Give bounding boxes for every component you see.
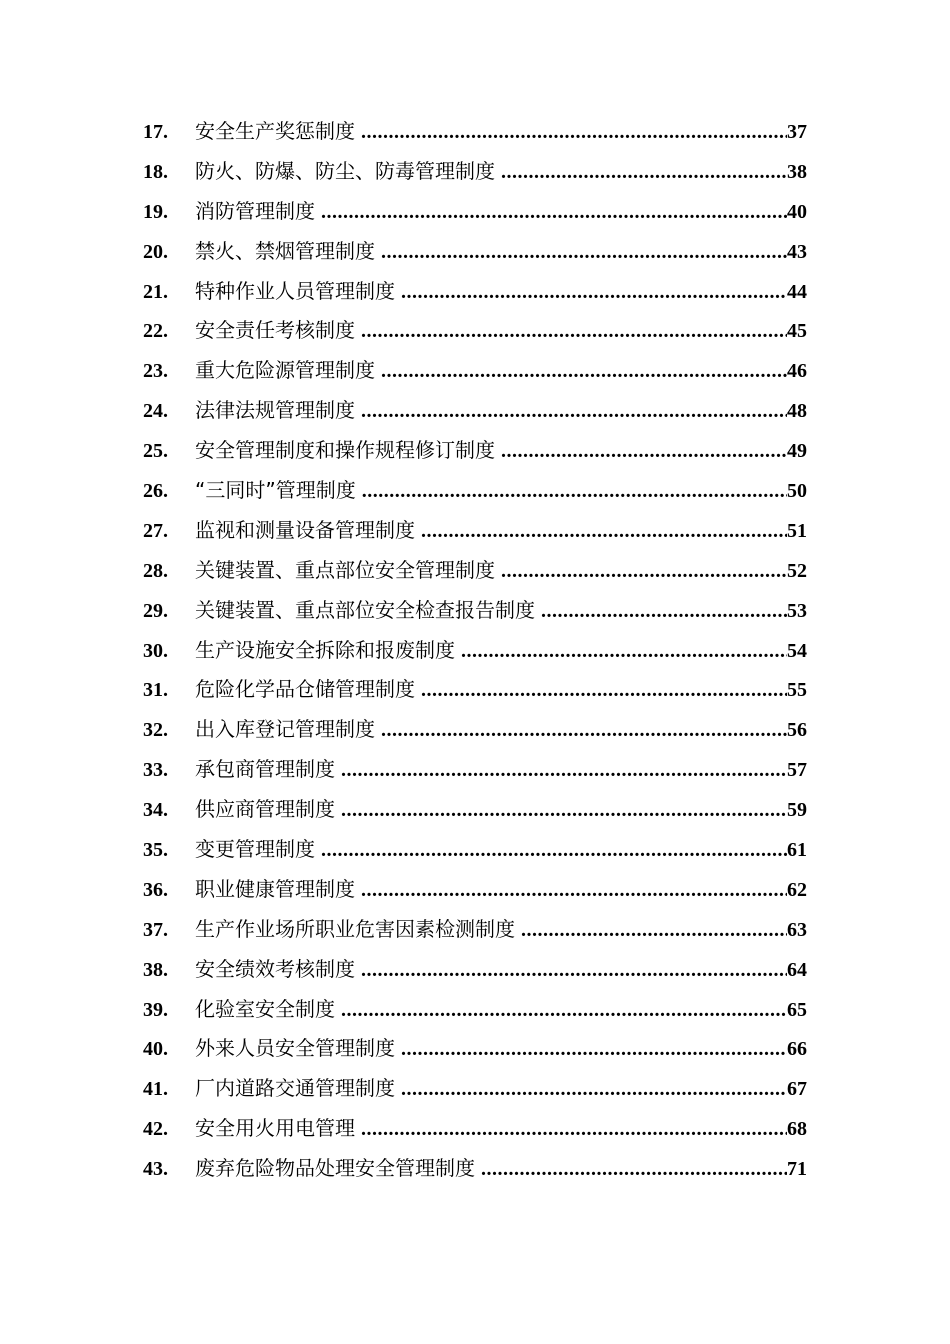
toc-entry[interactable] (143, 753, 807, 793)
toc-entry-number: 20. (143, 240, 168, 263)
toc-entry-title: 供应商管理制度 (195, 797, 335, 822)
toc-entry-page-number: 56 (787, 719, 807, 742)
dot-leader (461, 640, 787, 663)
toc-entry-page-number: 53 (787, 599, 807, 622)
toc-entry-number: 30. (143, 639, 168, 662)
toc-entry-title: 危险化学品仓储管理制度 (195, 677, 415, 702)
toc-entry[interactable] (143, 1032, 807, 1072)
toc-entry-number: 32. (143, 719, 168, 742)
toc-entry-number: 39. (143, 998, 168, 1021)
dot-leader (361, 1118, 787, 1141)
table-of-contents (143, 115, 807, 1192)
toc-entry[interactable] (143, 594, 807, 634)
toc-entry-page-number: 67 (787, 1078, 807, 1101)
toc-entry-title: 关键装置、重点部位安全管理制度 (195, 557, 495, 582)
dot-leader (421, 520, 787, 543)
dot-leader (321, 839, 787, 862)
toc-entry-title: 关键装置、重点部位安全检查报告制度 (195, 597, 535, 622)
toc-entry-number: 42. (143, 1118, 168, 1141)
toc-entry[interactable] (143, 155, 807, 195)
toc-entry[interactable] (143, 474, 807, 514)
toc-entry-title: “三同时”管理制度 (195, 478, 356, 503)
dot-leader (381, 719, 787, 742)
dot-leader (341, 759, 787, 782)
toc-entry[interactable] (143, 115, 807, 155)
toc-entry-page-number: 64 (787, 958, 807, 981)
dot-leader (361, 959, 787, 982)
toc-entry[interactable] (143, 913, 807, 953)
dot-leader (401, 1038, 787, 1061)
toc-entry[interactable] (143, 275, 807, 315)
toc-entry-title: 安全绩效考核制度 (195, 956, 355, 981)
toc-entry-number: 31. (143, 679, 168, 702)
toc-entry-number: 26. (143, 480, 168, 503)
toc-entry[interactable] (143, 434, 807, 474)
toc-entry-title: 监视和测量设备管理制度 (195, 517, 415, 542)
toc-entry-page-number: 40 (787, 200, 807, 223)
toc-entry-number: 22. (143, 320, 168, 343)
dot-leader (381, 241, 787, 264)
toc-entry[interactable] (143, 873, 807, 913)
toc-entry-number: 24. (143, 400, 168, 423)
toc-entry-title: 职业健康管理制度 (195, 876, 355, 901)
toc-entry-number: 23. (143, 360, 168, 383)
toc-entry-title: 安全生产奖惩制度 (195, 119, 355, 143)
toc-entry-page-number: 54 (787, 639, 807, 662)
toc-entry-title: 特种作业人员管理制度 (195, 278, 395, 303)
toc-entry-title: 重大危险源管理制度 (195, 358, 375, 383)
toc-entry-number: 38. (143, 958, 168, 981)
dot-leader (541, 600, 787, 623)
toc-entry-page-number: 61 (787, 839, 807, 862)
toc-entry-title: 禁火、禁烟管理制度 (195, 238, 375, 263)
toc-entry[interactable] (143, 953, 807, 993)
toc-entry-number: 29. (143, 599, 168, 622)
toc-entry-number: 40. (143, 1038, 168, 1061)
dot-leader (401, 281, 787, 304)
toc-entry-title: 生产作业场所职业危害因素检测制度 (195, 916, 515, 941)
toc-entry[interactable] (143, 394, 807, 434)
toc-entry-title: 外来人员安全管理制度 (195, 1036, 395, 1061)
toc-entry-number: 34. (143, 799, 168, 822)
toc-entry-title: 生产设施安全拆除和报废制度 (195, 637, 455, 662)
toc-entry[interactable] (143, 793, 807, 833)
toc-entry-page-number: 57 (787, 759, 807, 782)
toc-entry-page-number: 45 (787, 320, 807, 343)
toc-entry-page-number: 59 (787, 799, 807, 822)
toc-entry-number: 17. (143, 121, 168, 143)
toc-entry-page-number: 37 (787, 121, 807, 143)
toc-entry-title: 法律法规管理制度 (195, 398, 355, 423)
dot-leader (361, 320, 787, 343)
toc-entry-number: 27. (143, 519, 168, 542)
toc-entry[interactable] (143, 195, 807, 235)
toc-entry-number: 25. (143, 440, 168, 463)
dot-leader (341, 999, 787, 1022)
toc-entry-page-number: 49 (787, 440, 807, 463)
toc-entry[interactable] (143, 554, 807, 594)
toc-entry-page-number: 65 (787, 998, 807, 1021)
toc-entry-page-number: 43 (787, 240, 807, 263)
toc-entry[interactable] (143, 1072, 807, 1112)
toc-entry-number: 35. (143, 839, 168, 862)
toc-entry[interactable] (143, 833, 807, 873)
toc-entry-title: 出入库登记管理制度 (195, 717, 375, 742)
toc-entry[interactable] (143, 514, 807, 554)
dot-leader (361, 879, 787, 902)
toc-entry[interactable] (143, 1152, 807, 1192)
dot-leader (501, 560, 787, 583)
toc-entry-title: 消防管理制度 (195, 198, 315, 223)
toc-entry-title: 厂内道路交通管理制度 (195, 1076, 395, 1101)
dot-leader (501, 161, 787, 184)
toc-entry-number: 18. (143, 160, 168, 183)
toc-entry-page-number: 63 (787, 918, 807, 941)
dot-leader (421, 679, 787, 702)
dot-leader (362, 480, 787, 503)
toc-entry-page-number: 66 (787, 1038, 807, 1061)
toc-entry-page-number: 52 (787, 559, 807, 582)
toc-entry-page-number: 62 (787, 878, 807, 901)
toc-entry-number: 36. (143, 878, 168, 901)
toc-entry[interactable] (143, 673, 807, 713)
toc-entry-page-number: 68 (787, 1118, 807, 1141)
dot-leader (361, 121, 787, 144)
toc-entry[interactable] (143, 235, 807, 275)
toc-entry[interactable] (143, 354, 807, 394)
toc-entry-page-number: 38 (787, 160, 807, 183)
dot-leader (321, 201, 787, 224)
toc-entry-title: 化验室安全制度 (195, 996, 335, 1021)
toc-entry-page-number: 48 (787, 400, 807, 423)
toc-entry-page-number: 50 (787, 480, 807, 503)
toc-entry-title: 变更管理制度 (195, 837, 315, 862)
toc-entry[interactable] (143, 634, 807, 674)
toc-entry-number: 28. (143, 559, 168, 582)
toc-entry-number: 19. (143, 200, 168, 223)
dot-leader (401, 1078, 787, 1101)
toc-entry-number: 43. (143, 1158, 168, 1181)
dot-leader (501, 440, 787, 463)
toc-entry-title: 防火、防爆、防尘、防毒管理制度 (195, 158, 495, 183)
dot-leader (381, 360, 787, 383)
toc-entry[interactable] (143, 314, 807, 354)
toc-entry-page-number: 51 (787, 519, 807, 542)
toc-entry-page-number: 55 (787, 679, 807, 702)
dot-leader (361, 400, 787, 423)
toc-entry-title: 安全管理制度和操作规程修订制度 (195, 438, 495, 463)
dot-leader (481, 1158, 787, 1181)
toc-entry[interactable] (143, 713, 807, 753)
toc-entry-number: 37. (143, 918, 168, 941)
toc-entry-title: 安全责任考核制度 (195, 318, 355, 343)
toc-entry-number: 21. (143, 280, 168, 303)
toc-entry-page-number: 44 (787, 280, 807, 303)
dot-leader (521, 919, 787, 942)
toc-entry-page-number: 46 (787, 360, 807, 383)
toc-entry[interactable] (143, 993, 807, 1033)
toc-entry-number: 41. (143, 1078, 168, 1101)
toc-entry-number: 33. (143, 759, 168, 782)
dot-leader (341, 799, 787, 822)
toc-entry[interactable] (143, 1112, 807, 1152)
toc-entry-title: 废弃危险物品处理安全管理制度 (195, 1156, 475, 1181)
toc-entry-page-number: 71 (787, 1158, 807, 1181)
toc-entry-title: 安全用火用电管理 (195, 1116, 355, 1141)
toc-entry-title: 承包商管理制度 (195, 757, 335, 782)
